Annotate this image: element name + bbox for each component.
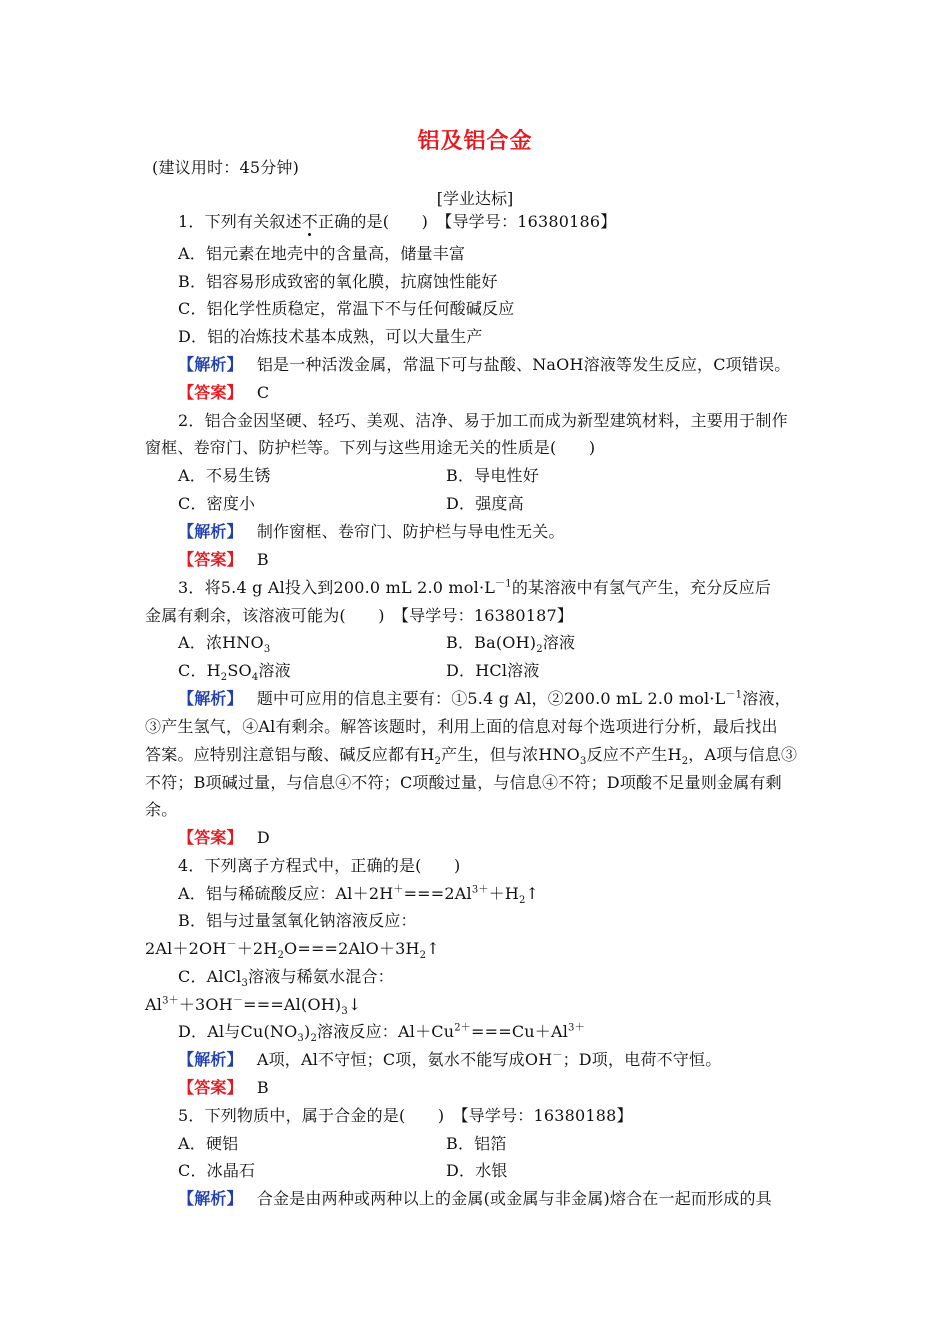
q4-stem: 4．下列离子方程式中，正确的是( ) xyxy=(178,856,461,875)
q1-analysis: 【解析】 铝是一种活泼金属，常温下可与盐酸、NaOH溶液等发生反应，C项错误。 xyxy=(178,355,791,374)
q3-stem-line2: 金属有剩余，该溶液可能为( ) 【导学号：16380187】 xyxy=(145,606,574,625)
q2-stem-line2: 窗框、卷帘门、防护栏等。下列与这些用途无关的性质是( ) xyxy=(145,438,596,457)
q2-option-b: B．导电性好 xyxy=(446,466,539,485)
page-title: 铝及铝合金 xyxy=(417,128,533,154)
q2-answer: 【答案】 B xyxy=(178,550,269,569)
q1-stem: 1．下列有关叙述不正确的是( ) 【导学号：16380186】 xyxy=(178,212,617,231)
q2-options-row2 xyxy=(178,494,524,514)
q5-option-b: B．铝箔 xyxy=(446,1134,507,1153)
analysis-tag: 【解析】 xyxy=(178,355,243,374)
answer-tag: 【答案】 xyxy=(178,383,243,402)
q4-option-b-line2: $2Al+2OH^-+2H_2O===2AlO+3H_2↑$ xyxy=(145,939,440,962)
section-heading: [学业达标] xyxy=(436,189,514,208)
answer-tag: 【答案】 xyxy=(178,1078,243,1097)
q2-options-row1 xyxy=(178,466,539,486)
answer-tag: 【答案】 xyxy=(178,828,243,847)
q3-analysis-line1: 【解析】 题中可应用的信息主要有：①5.4 g Al，②200.0 mL 2.0 $mol\cdot L^{-1}$溶液， xyxy=(178,689,791,708)
q3-option-a: A．浓$HNO_3$ xyxy=(178,633,271,656)
q2-option-c: C．密度小 xyxy=(178,494,256,513)
q3-options-row1 xyxy=(178,633,576,656)
q2-stem-line1: 2．铝合金因坚硬、轻巧、美观、洁净、易于加工而成为新型建筑材料，主要用于制作 xyxy=(178,411,788,430)
q4-answer: 【答案】 B xyxy=(178,1078,269,1097)
answer-tag: 【答案】 xyxy=(178,550,243,569)
q3-options-row2 xyxy=(178,661,540,684)
q4-option-b-line1: B．铝与过量氢氧化钠溶液反应： xyxy=(178,911,417,930)
q2-option-a: A．不易生锈 xyxy=(178,466,271,485)
q1-option-b: B．铝容易形成致密的氧化膜，抗腐蚀性能好 xyxy=(178,272,498,291)
analysis-tag: 【解析】 xyxy=(178,1189,243,1208)
q3-analysis-line2: ③产生氢气，④Al有剩余。解答该题时，利用上面的信息对每个选项进行分析，最后找出 xyxy=(145,717,778,736)
q5-analysis: 【解析】 合金是由两种或两种以上的金属(或金属与非金属)熔合在一起而形成的具 xyxy=(178,1189,772,1208)
q1-option-c: C．铝化学性质稳定，常温下不与任何酸碱反应 xyxy=(178,299,515,318)
q3-analysis-line5: 余。 xyxy=(145,800,178,819)
q5-option-c: C．冰晶石 xyxy=(178,1161,256,1180)
q3-option-b: B．$Ba(OH)_2$溶液 xyxy=(446,633,576,656)
analysis-tag: 【解析】 xyxy=(178,522,243,541)
q3-analysis-line4: 不符；B项碱过量，与信息④不符；C项酸过量，与信息④不符；D项酸不足量则金属有剩 xyxy=(145,773,782,792)
q5-option-a: A．硬铝 xyxy=(178,1134,239,1153)
q3-analysis-line3: 答案。应特别注意铝与酸、碱反应都有$H_2$产生，但与浓$HNO_3$反应不产生$H_2$，A项与信息③ xyxy=(145,745,798,768)
q4-option-d: D．Al与$Cu(NO_3)_2$溶液反应：$Al+Cu^{2+}===Cu+Al^{3+}$ xyxy=(178,1022,585,1045)
q3-option-c: C．$H_2SO_4$溶液 xyxy=(178,661,291,684)
q3-stem-line1: 3．将5.4 g Al投入到200.0 mL 2.0 $mol\cdot L^{-1}$的某溶液中有氢气产生，充分反应后 xyxy=(178,578,772,597)
analysis-tag: 【解析】 xyxy=(178,689,243,708)
q1-option-d: D．铝的冶炼技术基本成熟，可以大量生产 xyxy=(178,327,483,346)
q3-answer: 【答案】 D xyxy=(178,828,270,847)
q5-options-row1 xyxy=(178,1134,507,1154)
time-note: (建议用时：45分钟) xyxy=(152,158,300,177)
q2-option-d: D．强度高 xyxy=(446,494,524,513)
q5-options-row2 xyxy=(178,1161,508,1181)
q2-analysis: 【解析】 制作窗框、卷帘门、防护栏与导电性无关。 xyxy=(178,522,565,541)
q4-option-a: A．铝与稀硫酸反应：$Al+2H^+===2Al^{3+}+H_2↑$ xyxy=(178,884,540,907)
q4-option-c-line2: $Al^{3+}+3OH^-===Al(OH)_3↓$ xyxy=(145,995,362,1018)
q1-answer: 【答案】 C xyxy=(178,383,270,402)
q5-option-d: D．水银 xyxy=(446,1161,508,1180)
q4-option-c-line1: C．AlCl$_3$溶液与稀氨水混合： xyxy=(178,967,394,990)
q3-option-d: D．HCl溶液 xyxy=(446,661,540,680)
analysis-tag: 【解析】 xyxy=(178,1050,243,1069)
q1-option-a: A．铝元素在地壳中的含量高，储量丰富 xyxy=(178,244,466,263)
q5-stem: 5．下列物质中，属于合金的是( ) 【导学号：16380188】 xyxy=(178,1106,633,1125)
q4-analysis: 【解析】 A项，Al不守恒；C项，氨水不能写成OH－；D项，电荷不守恒。 xyxy=(178,1050,722,1069)
